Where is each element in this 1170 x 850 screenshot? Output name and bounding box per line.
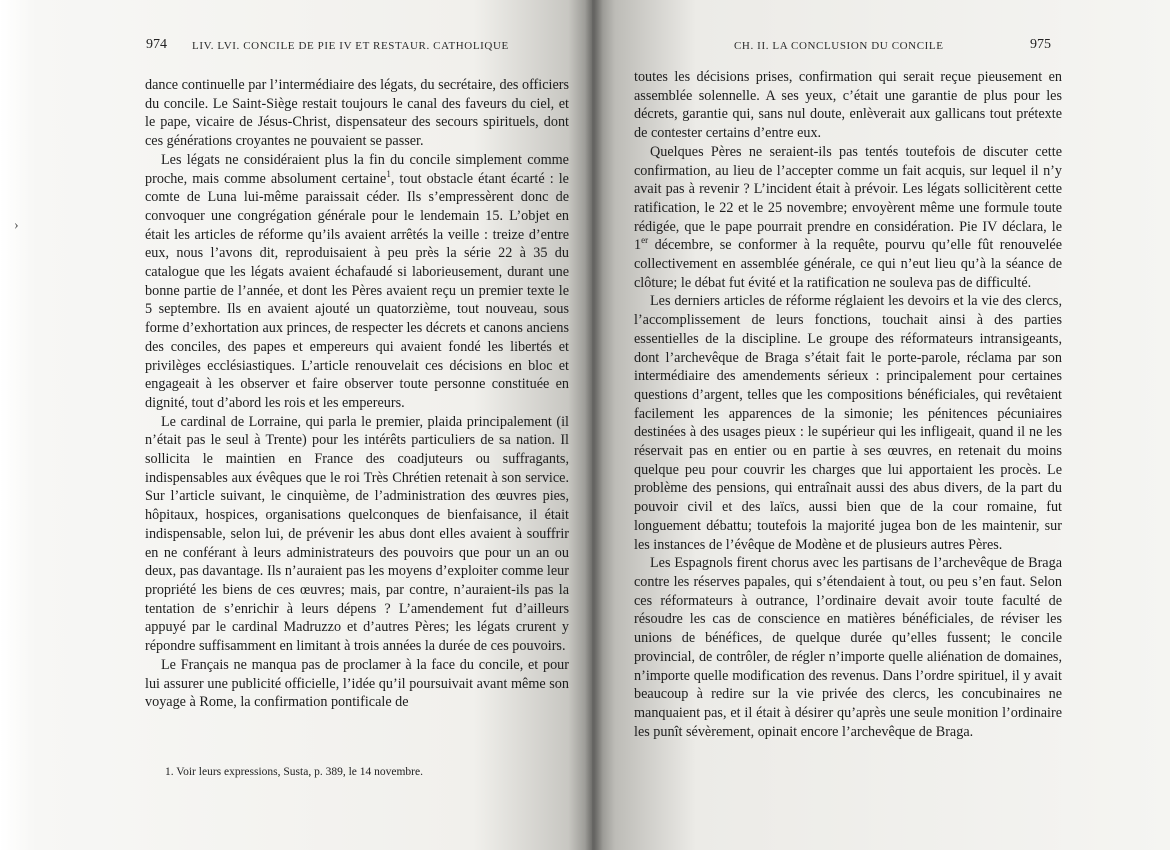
ordinal-superscript: er	[641, 235, 649, 246]
right-running-head: CH. II. LA CONCLUSION DU CONCILE	[734, 40, 944, 52]
footnote-reference: 1	[386, 168, 391, 179]
right-paragraph-2	[634, 143, 1062, 293]
right-page-number: 975	[1030, 37, 1051, 52]
left-paragraph-2-part-b: , tout obstacle étant écarté : le comte de Luna lui-même paraissait céder. Ils s’empressèrent donc de convoquer une congrégation générale pour le lendemain 15. L’objet en était les articles de réforme qu’ils avaient arrêtés la veille : treize d’entre eux, nous l’avons dit, reproduisaient à peu près la série 22 à 35 du catalogue que les légats avaient échafaudé si laborieusement, durant une bonne partie de l’année, et dont les Pères avaient reçu un premier texte le 5 septembre. Ils en avaient ajouté un quatorzième, tout nouveau, sous forme d’exhortation aux princes, de respecter les décrets et canons anciens des conciles, des papes et empereurs qui avaient fondé les libertés et privilèges ecclésiastiques. L’article renouvelait ces décisions en bloc et engageait à les observer et faire observer toute personne constituée en dignité, tout d’abord les rois et les empereurs.	[145, 170, 569, 411]
left-paragraph-4: Le Français ne manqua pas de proclamer à la face du concile, et pour lui assurer une publicité officielle, l’idée qu’il poursuivait avant même son voyage à Rome, la confirmation pontificale de	[145, 656, 569, 711]
right-text-block	[634, 68, 1062, 741]
right-paragraph-3: Les derniers articles de réforme réglaient les devoirs et la vie des clercs, l’accomplissement de leurs fonctions, touchait ainsi à des parties essentielles de la discipline. Le groupe des réformateurs intransigeants, dont l’archevêque de Braga s’était fait le porte-parole, réclama par son intermédiaire des amendements sérieux : principalement pour certaines questions d’argent, telles que les compositions bénéficiales, qui revêtaient facilement les apparences de la simonie; les pénitences pécuniaires destinées à des usages pieux : le supérieur qui les infligeait, quand il ne les réservait pas en entier ou en partie à ses œuvres, en retenait du moins quelque peu pour couvrir les charges que lui apportaient les procès. Le problème des pensions, qui entraînait aussi des abus divers, de la part du pouvoir civil et des laïcs, aussi bien que de la cour romaine, fut longuement débattu; toutefois la majorité jugea bon de les maintenir, sur les instances de l’évêque de Modène et de plusieurs autres Pères.	[634, 293, 1062, 553]
right-paragraph-1: toutes les décisions prises, confirmation qui serait reçue pieusement en assemblée solennelle. A ses yeux, c’était une garantie de plus pour les décrets, garantie qui, sans nul doute, enlèverait aux gallicans tout prétexte de contester certains d’entre eux.	[634, 69, 1062, 142]
left-running-head: LIV. LVI. CONCILE DE PIE IV ET RESTAUR. CATHOLIQUE	[192, 40, 509, 52]
right-paragraph-2-part-a: Quelques Pères ne seraient-ils pas tentés toutefois de discuter cette confirmation, au lieu de l’accepter comme un fait acquis, sur lequel il n’y avait pas à revenir ? L’incident était à prévoir. Les légats sollicitèrent cette ratification, le 22 et le 25 novembre; envoyèrent même une formule toute rédigée, que le pape pourrait prendre en considération. Pie IV déclara, le 1	[634, 143, 1062, 254]
left-page-number: 974	[146, 37, 167, 52]
book-gutter	[585, 0, 603, 850]
right-paragraph-4: Les Espagnols firent chorus avec les partisans de l’archevêque de Braga contre les réserves papales, qui s’étendaient à tout, ou peu s’en faut. Selon ces réformateurs à outrance, l’ordinaire devait avoir toute faculté de résoudre les cas de conscience en matières bénéficiales, de réviser les unions de bénéfices, de quelque durée qu’elles fussent; le concile provincial, de contrôler, de régler n’importe quelle aliénation de domaines, n’importe quelle modification des revenus. Dans l’ordre spirituel, il y avait beaucoup à redire sur la vie privée des clercs, les concubinaires ne manquaient pas, et il était à désirer qu’après une seule monition l’ordinaire les punît sévèrement, opinait encore l’archevêque de Braga.	[634, 555, 1062, 740]
left-paragraph-1: dance continuelle par l’intermédiaire des légats, du secrétaire, des officiers du concile. Le Saint-Siège restait toujours le canal des faveurs du ciel, et le pape, vicaire de Jésus-Christ, dispensateur des secours spirituels, dont ces générations croyantes ne pouvaient se passer.	[145, 77, 569, 150]
right-page	[592, 0, 1170, 850]
left-text-block	[145, 76, 569, 712]
left-paragraph-2	[145, 151, 569, 413]
left-paragraph-3: Le cardinal de Lorraine, qui parla le premier, plaida principalement (il n’était pas le seul à Trente) pour les intérêts particuliers de sa nation. Il sollicita le maintien en France des coadjuteurs ou suffragants, indispensables aux évêques que le roi Très Chrétien retenait à son service. Sur l’article suivant, le cinquième, de l’administration des œuvres pies, hôpitaux, hospices, organisations quelconques de bienfaisance, il était indispensable, selon lui, de prévenir les abus dont elles avaient à souffrir en ne conférant à leurs administrateurs des pouvoirs que pour un an ou deux, pas davantage. Ils n’auraient pas les moyens d’exploiter comme leur propriété les biens de ces œuvres; mais, par contre, n’auraient-ils pas la tentation de s’enrichir à leurs dépens ? L’amendement fut d’ailleurs appuyé par le cardinal Madruzzo et d’autres Pères; les légats crurent y répondre suffisamment en limitant à trois années la durée de ces pouvoirs.	[145, 413, 569, 655]
right-paragraph-2-part-b: décembre, se conformer à la requête, pourvu qu’elle fût renouvelée collectivement en assemblée générale, ce qui n’eut lieu qu’à la séance de clôture; le débat fut évité et la ratification ne souleva pas de difficulté.	[634, 237, 1062, 291]
footnote: 1. Voir leurs expressions, Susta, p. 389, le 14 novembre.	[165, 766, 423, 778]
margin-mark: ›	[14, 218, 19, 233]
left-paragraph-2-part-a: Les légats ne considéraient plus la fin du concile simplement comme proche, mais comme absolument certaine	[145, 151, 569, 187]
